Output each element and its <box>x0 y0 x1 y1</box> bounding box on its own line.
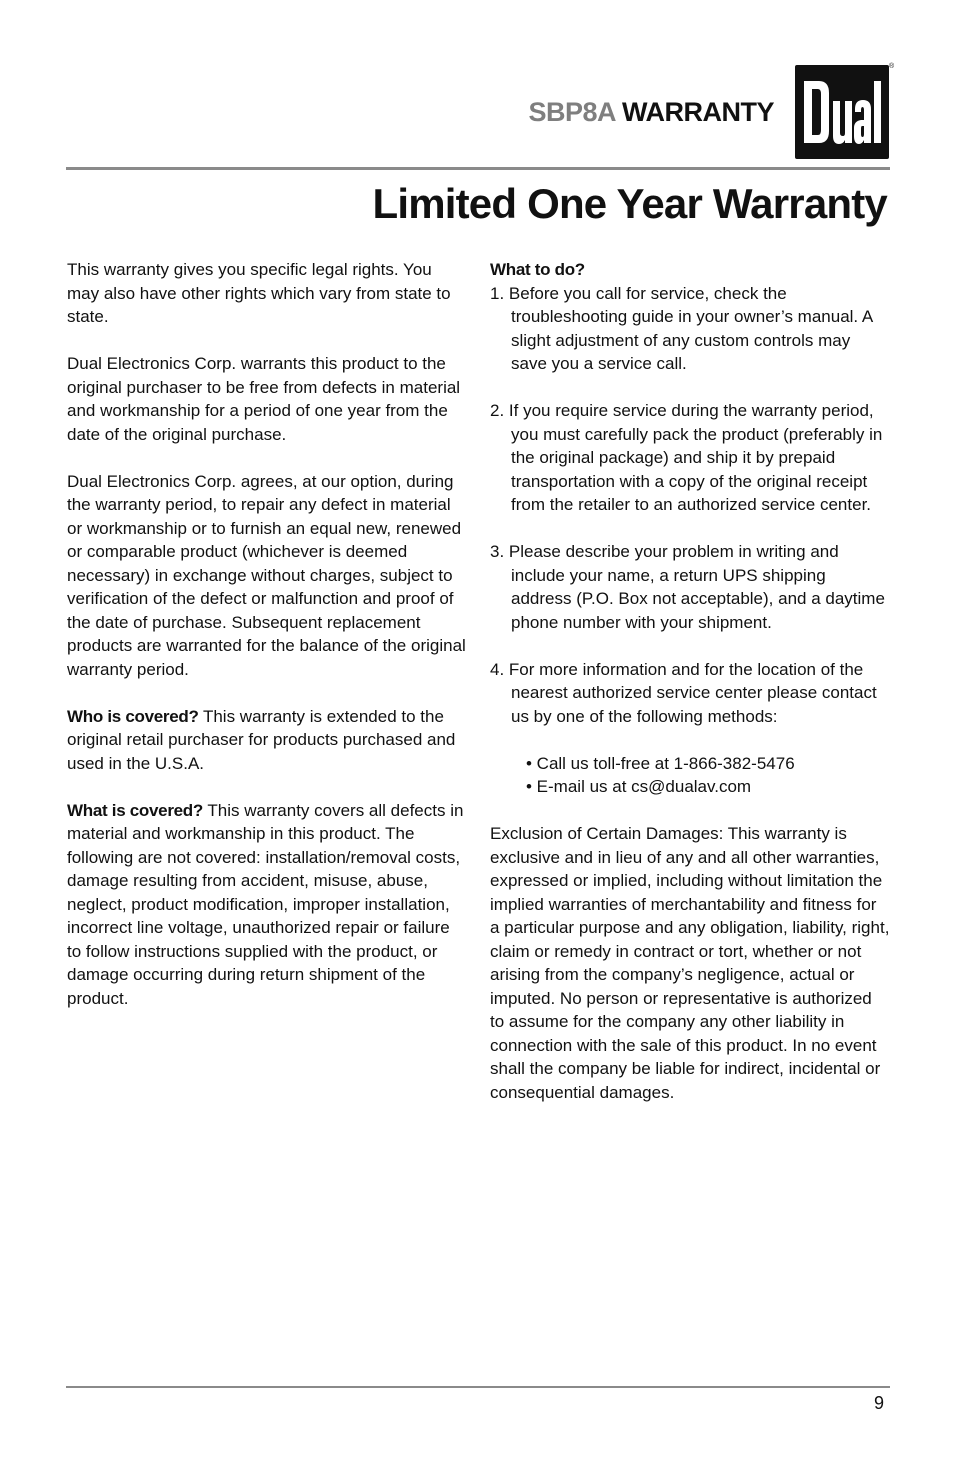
intro-paragraph: This warranty gives you specific legal rights. You may also have other rights which vary from state to state. <box>67 260 451 326</box>
right-column <box>490 258 890 1128</box>
page-number: 9 <box>873 1393 884 1413</box>
dual-logo-mark <box>795 65 889 159</box>
step-item: 1. Before you call for service, check the troubleshooting guide in your owner’s manual. A slight adjustment of any custom controls may save you a service call. <box>490 283 873 373</box>
footer-divider <box>66 1386 890 1388</box>
dual-logo <box>795 65 889 159</box>
warranty-label: WARRANTY <box>622 97 774 127</box>
who-covered-heading: Who is covered? <box>67 706 199 726</box>
contact-email: • E-mail us at cs@dualav.com <box>526 777 752 796</box>
agrees-paragraph: Dual Electronics Corp. agrees, at our option, during the warranty period, to repair any defect in material or workmanship or to furnish an equal new, renewed or comparable product (whichever is deemed necessary) in exchange without charges, subject to verification of the defect or malfunction and proof of the date of purchase. Subsequent replacement products are warranted for the balance of the original warranty period. <box>67 471 466 679</box>
what-covered-text: This warranty covers all defects in material and workmanship in this product. The following are not covered: installation/removal costs, damage resulting from accident, misuse, abuse, neglect, product modification, improper installation, incorrect line voltage, unauthorized repair or failure to follow instructions supplied with the product, or damage occurring during return shipment of the product. <box>67 800 464 1008</box>
registered-mark: ® <box>889 63 895 70</box>
header-divider <box>66 167 890 170</box>
step-item: 2. If you require service during the warranty period, you must carefully pack the product (preferably in the original package) and ship it by prepaid transportation with a copy of the original receipt from the retailer to an authorized service center. <box>490 401 883 514</box>
left-column <box>67 258 467 1034</box>
model-name: SBP8A <box>528 97 615 127</box>
who-covered-text: This warranty is extended to the original retail purchaser for products purchased and used in the U.S.A. <box>67 706 456 773</box>
contact-list <box>490 752 890 799</box>
warrants-paragraph: Dual Electronics Corp. warrants this product to the original purchaser to be free from defects in material and workmanship for a period of one year from the date of the original purchase. <box>67 354 461 444</box>
page-title: Limited One Year Warranty <box>372 180 887 227</box>
exclusion-paragraph: Exclusion of Certain Damages: This warranty is exclusive and in lieu of any and all other warranties, expressed or implied, including without limitation the implied warranties of merchantability and fitness for a particular purpose and any obligation, liability, right, claim or remedy in contract or tort, whether or not arising from the company’s negligence, actual or imputed. No person or representative is authorized to assume for the company any other liability in connection with the sale of this product. In no event shall the company be liable for indirect, incidental or consequential damages. <box>490 824 890 1102</box>
model-heading <box>528 97 774 128</box>
step-item: 4. For more information and for the location of the nearest authorized service center please contact us by one of the following methods: <box>490 659 877 726</box>
step-item: 3. Please describe your problem in writing and include your name, a return UPS shipping address (P.O. Box not acceptable), and a daytime phone number with your shipment. <box>490 542 885 632</box>
what-covered-paragraph <box>67 799 467 1011</box>
contact-phone: • Call us toll-free at 1-866-382-5476 <box>526 753 795 773</box>
what-to-do-heading: What to do? <box>490 260 585 279</box>
what-covered-heading: What is covered? <box>67 800 203 820</box>
steps-list <box>490 282 890 729</box>
who-covered-paragraph <box>67 705 467 776</box>
